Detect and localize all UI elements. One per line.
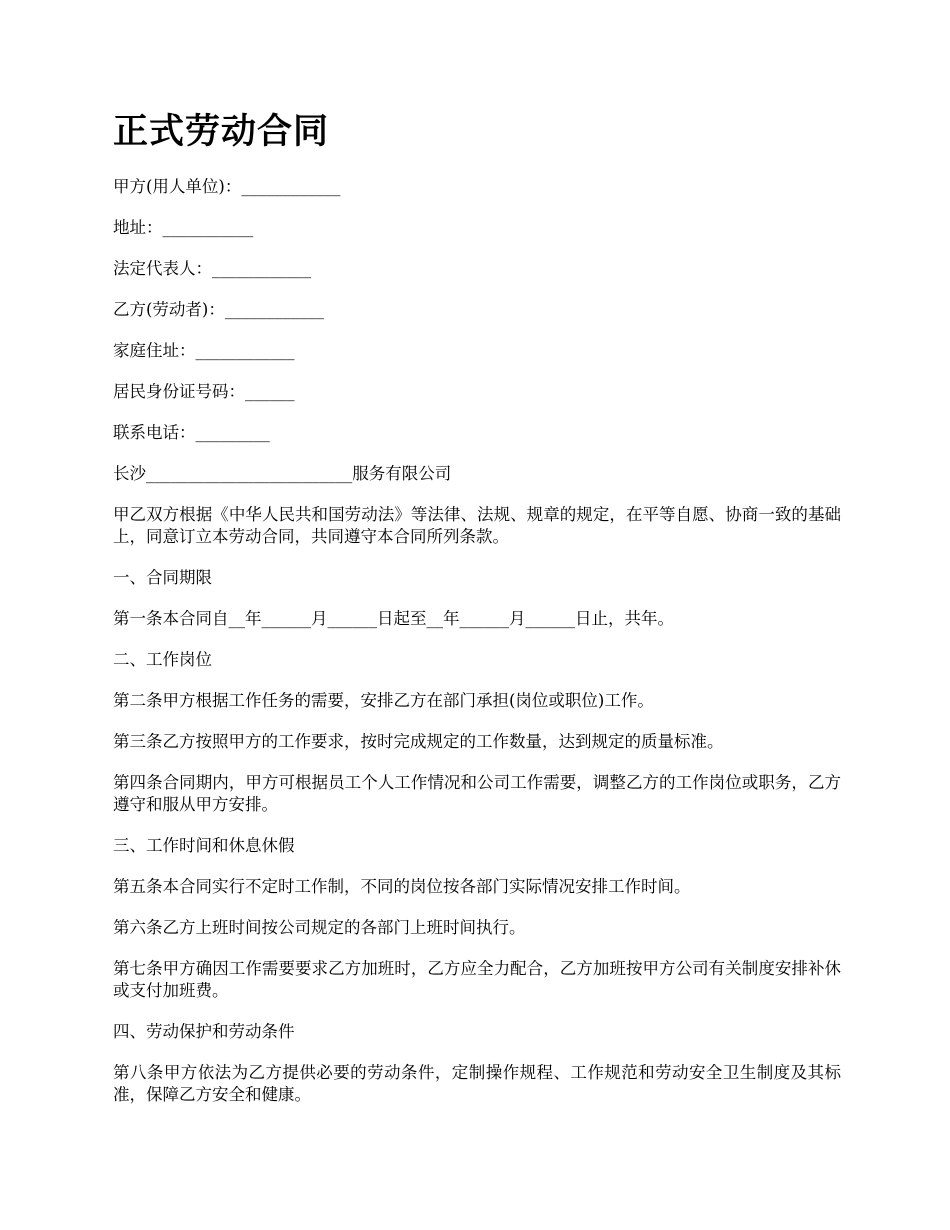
legal-rep-blank: ____________: [212, 259, 311, 278]
phone-blank: _________: [195, 423, 270, 442]
document-title: 正式劳动合同: [113, 112, 330, 152]
party-b-label: 乙方(劳动者)：: [113, 300, 225, 319]
section-heading-1: 一、合同期限: [113, 568, 212, 587]
phone-line: [113, 422, 841, 444]
id-number-line: [113, 381, 841, 403]
article-6: 第六条乙方上班时间按公司规定的各部门上班时间执行。: [113, 918, 526, 937]
intro-paragraph: 甲乙双方根据《中华人民共和国劳动法》等法律、法规、规章的规定，在平等自愿、协商一致的基础上，同意订立本劳动合同，共同遵守本合同所列条款。: [113, 505, 841, 546]
article-1: 第一条本合同自__年______月______日起至__年______月______日止，共年。: [113, 609, 674, 628]
article-4: 第四条合同期内，甲方可根据员工个人工作情况和公司工作需要，调整乙方的工作岗位或职务，乙方遵守和服从甲方安排。: [113, 773, 841, 814]
party-b-line: [113, 299, 841, 321]
company-line: [113, 463, 841, 485]
section-heading-4: 四、劳动保护和劳动条件: [113, 1022, 295, 1041]
party-a-label: 甲方(用人单位)：: [113, 177, 242, 196]
article-5: 第五条本合同实行不定时工作制，不同的岗位按各部门实际情况安排工作时间。: [113, 877, 691, 896]
legal-rep-line: [113, 258, 841, 280]
party-b-blank: ____________: [224, 300, 324, 319]
address-label: 地址：: [113, 218, 163, 237]
company-prefix: 长沙: [113, 464, 146, 483]
home-address-label: 家庭住址：: [113, 341, 196, 360]
article-8: 第八条甲方依法为乙方提供必要的劳动条件，定制操作规程、工作规范和劳动安全卫生制度及其标准，保障乙方安全和健康。: [113, 1063, 841, 1104]
address-blank: ___________: [162, 218, 254, 237]
phone-label: 联系电话：: [113, 423, 196, 442]
party-a-blank: ____________: [241, 177, 341, 196]
article-3: 第三条乙方按照甲方的工作要求，按时完成规定的工作数量，达到规定的质量标准。: [113, 732, 724, 751]
section-heading-2: 二、工作岗位: [113, 650, 212, 669]
contract-document: [113, 108, 841, 1125]
home-address-blank: ____________: [195, 341, 295, 360]
company-suffix: 服务有限公司: [352, 464, 452, 483]
company-blank: _________________________: [146, 464, 353, 483]
section-heading-3: 三、工作时间和休息休假: [113, 836, 295, 855]
address-line: [113, 217, 841, 239]
home-address-line: [113, 340, 841, 362]
id-number-blank: ______: [245, 382, 295, 401]
id-number-label: 居民身份证号码：: [113, 382, 245, 401]
legal-rep-label: 法定代表人：: [113, 259, 212, 278]
article-7: 第七条甲方确因工作需要要求乙方加班时，乙方应全力配合，乙方加班按甲方公司有关制度安排补休或支付加班费。: [113, 959, 841, 1000]
article-2: 第二条甲方根据工作任务的需要，安排乙方在部门承担(岗位或职位)工作。: [113, 691, 654, 710]
party-a-line: [113, 176, 841, 198]
